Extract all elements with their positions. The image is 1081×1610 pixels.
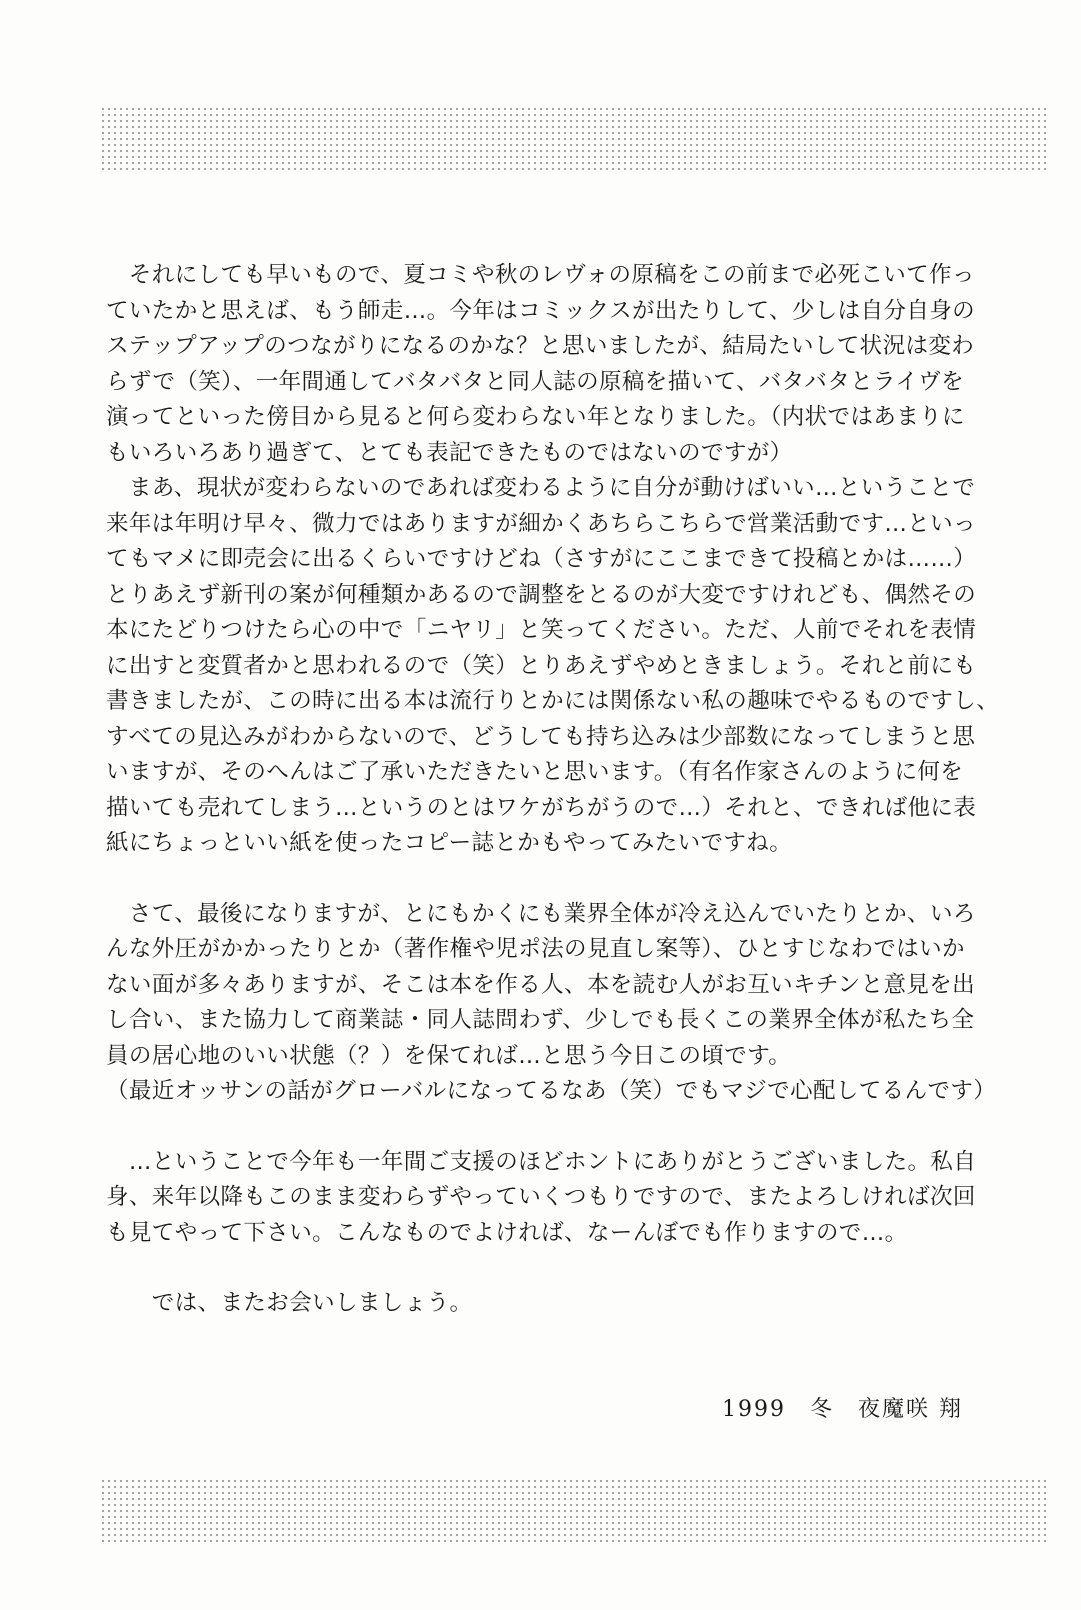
text-line: まあ、現状が変わらないのであれば変わるように自分が動けばいい…ということで — [106, 475, 976, 501]
text-line: とりあえず新刊の案が何種類かあるので調整をとるのが大変ですけれども、偶然その — [106, 581, 977, 608]
text-line: ステップアップのつながりになるのかな？と思いましたが、結局たいして状況は変わ — [106, 333, 975, 359]
text-line: 身、来年以降もこのまま変わらずやっていくつもりですので、またよろしければ次回 — [106, 1184, 976, 1210]
body-text — [106, 258, 1026, 1322]
paragraph-1 — [106, 258, 1026, 471]
text-line: もいろいろあり過ぎて、とても表記できたものではないのですが） — [106, 439, 793, 466]
text-line: ない面が多々ありますが、そこは本を作る人、本を読む人がお互いキチンと意見を出 — [106, 971, 976, 998]
text-line: …ということで今年も一年間ご支援のほどホントにありがとうございました。私自 — [106, 1148, 977, 1175]
text-line: 紙にちょっといい紙を使ったコピー誌とかもやってみたいですね。 — [106, 830, 793, 856]
text-line: 来年は年明け早々、微力ではありますが細かくあちらこちらで営業活動です…といっ — [106, 510, 976, 537]
paragraph-3 — [106, 897, 1026, 1110]
text-line: さて、最後になりますが、とにもかくにも業界全体が冷え込んでいたりとか、いろ — [106, 900, 976, 927]
text-line: それにしても早いもので、夏コミや秋のレヴォの原稿をこの前まで必死こいて作っ — [106, 262, 975, 288]
paragraph-2 — [106, 471, 1026, 862]
paragraph-4 — [106, 1145, 1026, 1252]
signature: 1999 冬 夜魔咲 翔 — [722, 1397, 963, 1422]
text-line: し合い、また協力して商業誌・同人誌問わず、少しでも長くこの業界全体が私たち全 — [106, 1007, 975, 1033]
text-line: ていたかと思えば、もう師走…。今年はコミックスが出たりして、少しは自分自身の — [106, 297, 976, 324]
dotted-band-bottom — [100, 1478, 1046, 1544]
text-line: んな外圧がかかったりとか（著作権や児ポ法の見直し案等）、ひとすじなわではいか — [106, 936, 965, 962]
text-line: では、またお会いしましょう。 — [106, 1290, 473, 1316]
text-line: も見てやって下さい。こんなものでよければ、なーんぼでも作りますので…。 — [106, 1219, 908, 1246]
text-line: 員の居心地のいい状態（？）を保てれば…と思う今日この頃です。 — [106, 1042, 792, 1069]
text-line: 演ってといった傍目から見ると何ら変わらない年となりました。（内状ではあまりに — [106, 404, 965, 430]
text-line: いますが、そのへんはご了承いただきたいと思います。（有名作家さんのように何を — [106, 759, 964, 785]
text-line: に出すと変質者かと思われるので（笑）とりあえずやめときましょう。それと前にも — [106, 652, 977, 679]
text-line: らずで（笑）、一年間通してバタバタと同人誌の原稿を描いて、バタバタとライヴを — [106, 368, 965, 395]
text-line: てもマメに即売会に出るくらいですけどね（さすがにここまできて投稿とかは……） — [106, 546, 977, 572]
text-line: 描いても売れてしまう…というのとはワケがちがうので…）それと、できれば他に表 — [106, 794, 977, 821]
dotted-band-top — [100, 106, 1046, 172]
text-line: （最近オッサンの話がグローバルになってるなあ（笑）でもマジで心配してるんです） — [106, 1078, 997, 1104]
text-line: 書きましたが、この時に出る本は流行りとかには関係ない私の趣味でやるものですし、 — [106, 688, 1000, 714]
text-line: 本にたどりつけたら心の中で「ニヤリ」と笑ってください。ただ、人前でそれを表情 — [106, 617, 977, 643]
text-line: すべての見込みがわからないので、どうしても持ち込みは少部数になってしまうと思 — [106, 723, 976, 750]
closing-line — [106, 1286, 1026, 1322]
